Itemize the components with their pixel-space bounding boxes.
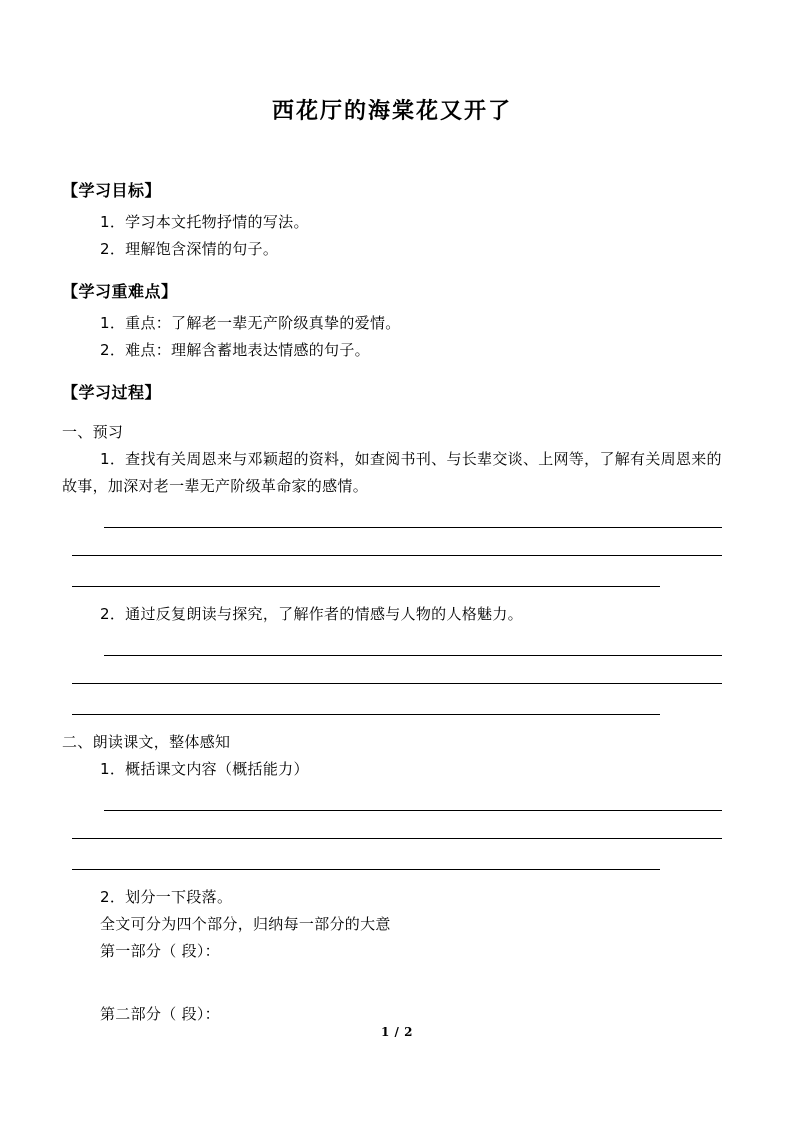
answer-lines-reading-1 [62,792,722,870]
answer-lines-preview-2 [62,637,722,715]
document-content [62,0,722,1028]
key-point-item-1: 1．重点：了解老一辈无产阶级真挚的爱情。 [100,313,401,332]
division-part-1: 第一部分（ 段）： [100,941,220,960]
page-title: 西花厅的海棠花又开了 [271,99,512,124]
answer-line[interactable] [72,586,660,587]
answer-line[interactable] [72,714,660,715]
objective-item-1: 1．学习本文托物抒情的写法。 [100,212,309,231]
objective-item-2: 2．理解饱含深情的句子。 [100,239,279,258]
preview-question-1: 1．查找有关周恩来与邓颖超的资料，如查阅书刊、与长辈交谈、上网等，了解有关周恩来的故事，加深对老一辈无产阶级革命家的感情。 [62,449,722,495]
subsection-label-preview: 一、预习 [62,422,124,441]
reading-question-2: 2．划分一下段落。 [100,887,233,906]
page-footer: 1 / 2 [381,1025,413,1039]
reading-question-2-note: 全文可分为四个部分，归纳每一部分的大意 [100,914,391,933]
answer-lines-preview-1 [62,509,722,587]
reading-question-1: 1．概括课文内容（概括能力） [100,759,309,778]
preview-question-2: 2．通过反复朗读与探究，了解作者的情感与人物的人格魅力。 [100,604,523,623]
answer-line[interactable] [72,869,660,870]
division-part-2: 第二部分（ 段）： [100,1004,220,1023]
section-heading-key-points: 【学习重难点】 [62,281,178,301]
section-heading-process: 【学习过程】 [62,382,162,402]
subsection-label-reading: 二、朗读课文，整体感知 [62,732,231,751]
section-heading-objectives: 【学习目标】 [62,180,162,200]
key-point-item-2: 2．难点：理解含蓄地表达情感的句子。 [100,340,370,359]
